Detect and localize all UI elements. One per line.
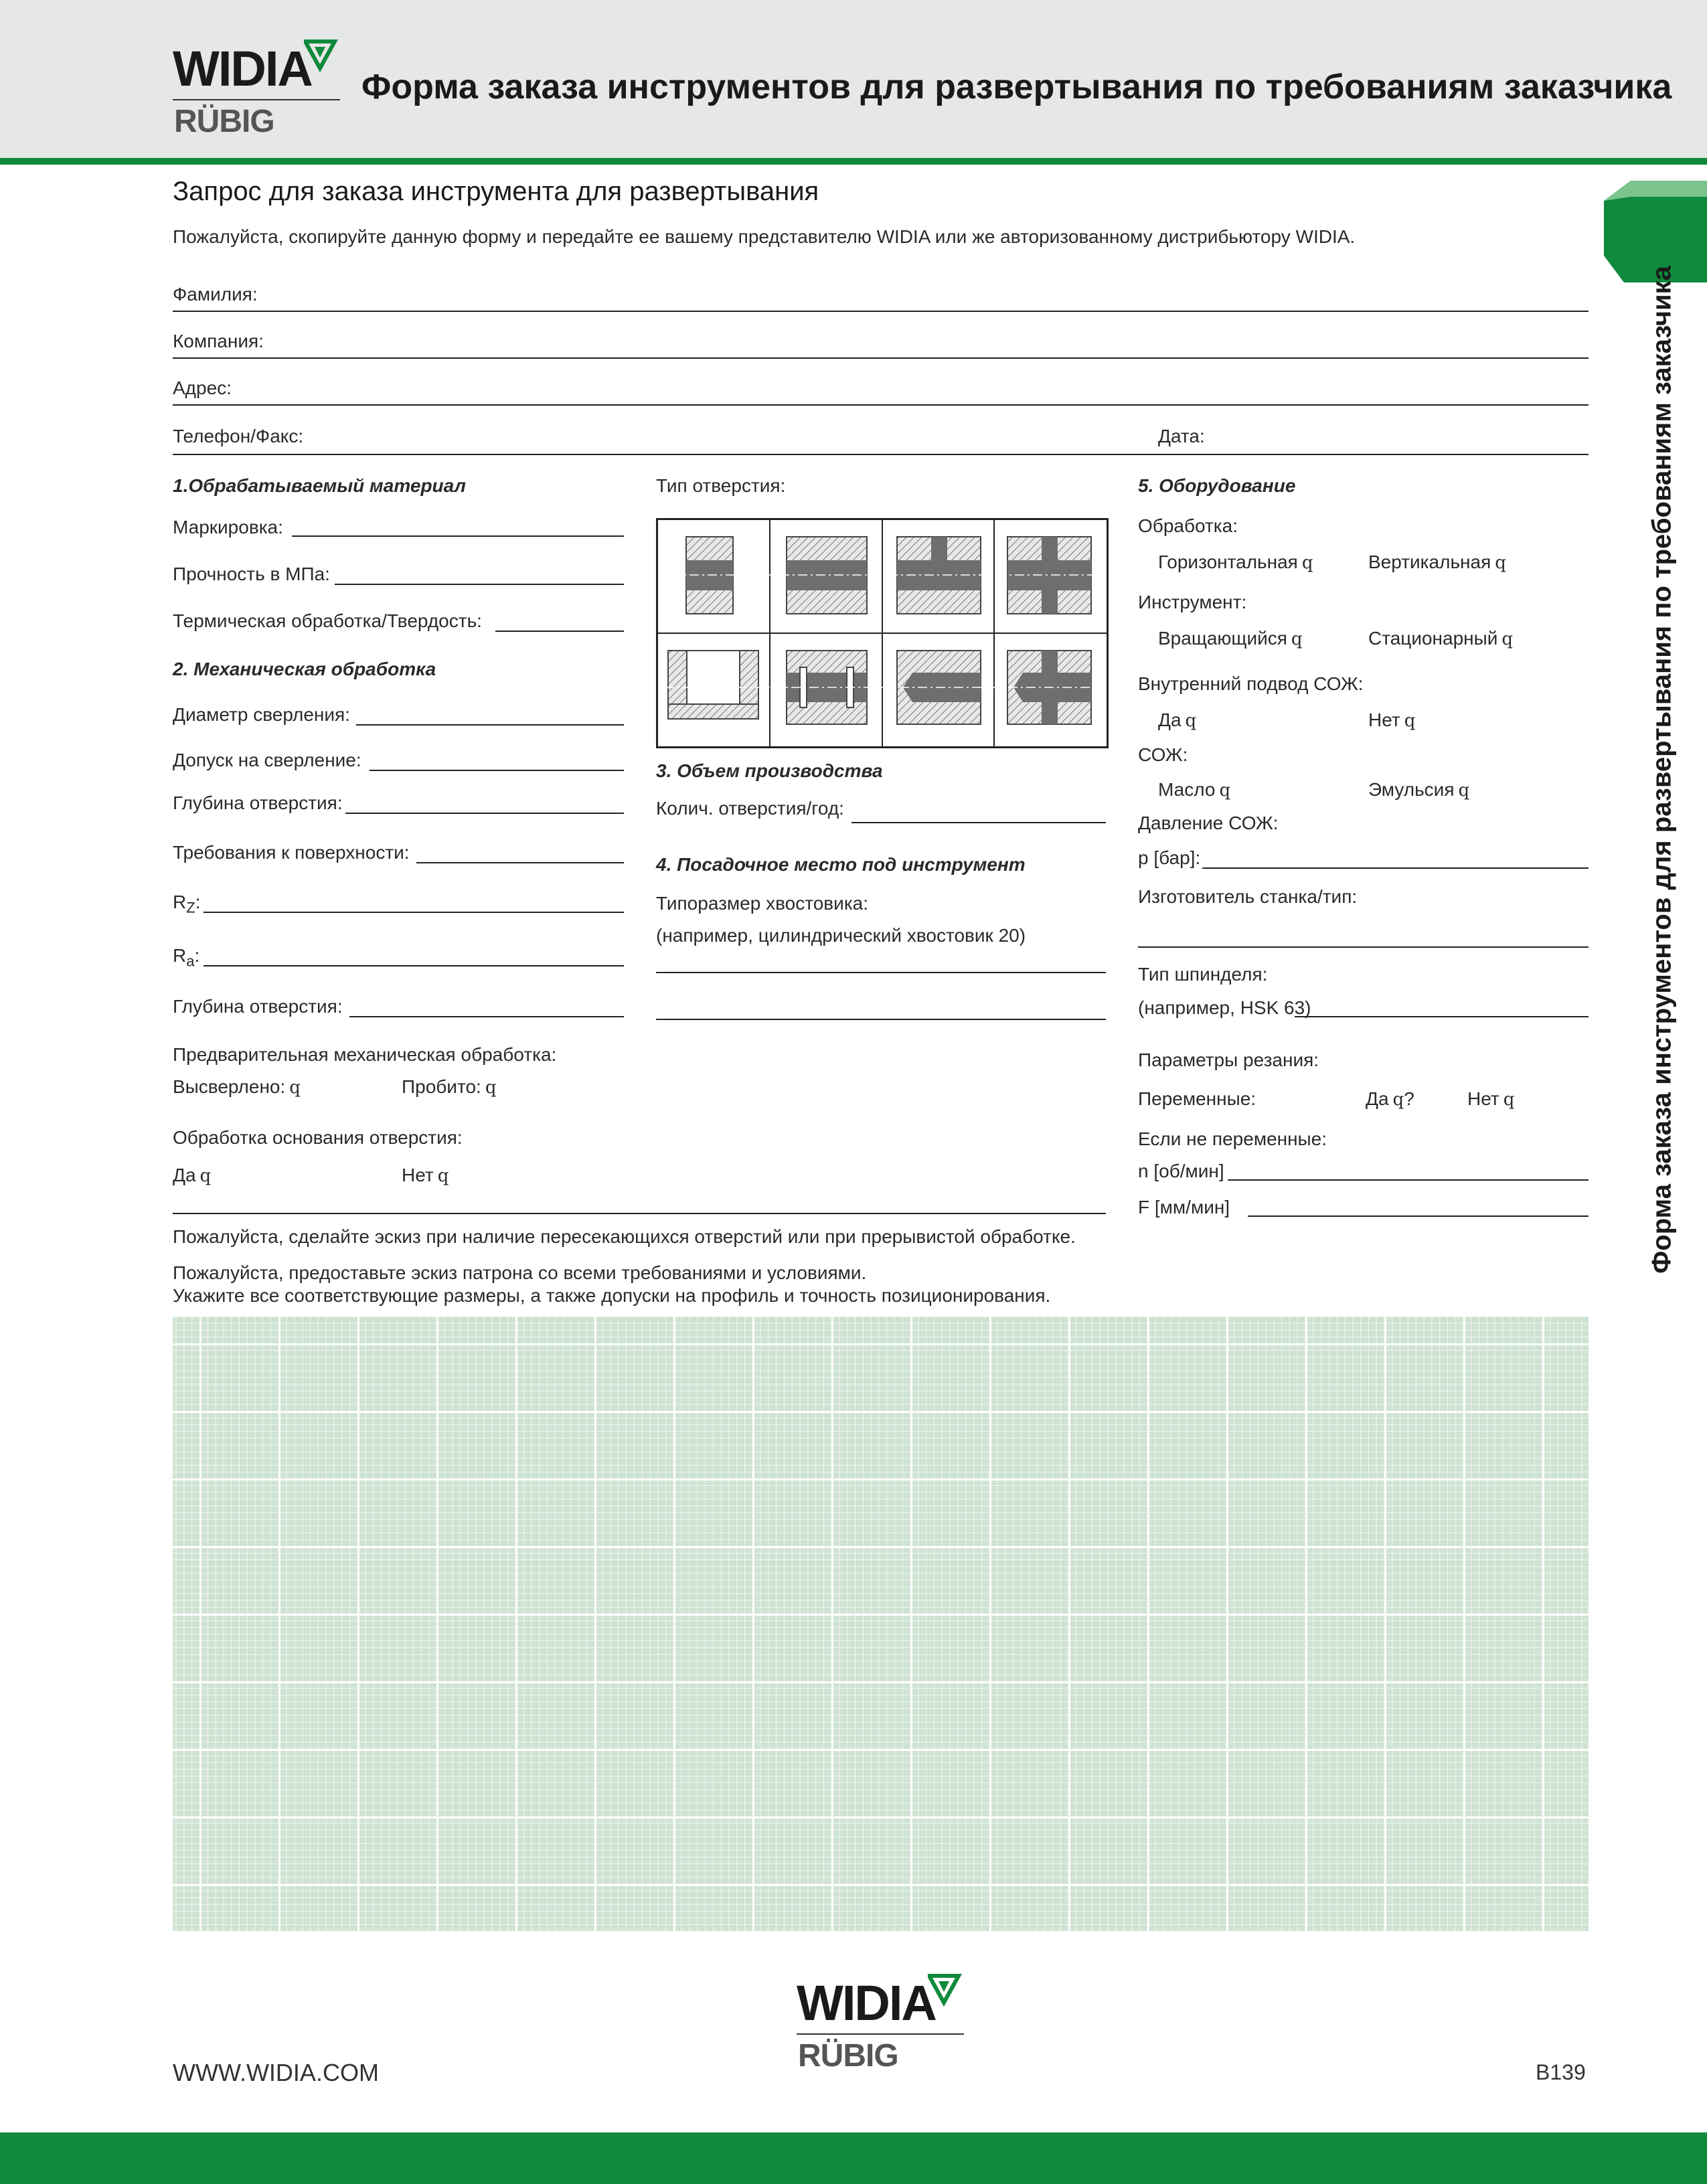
header-rule [0, 158, 1707, 165]
bottom-no-checkbox[interactable]: q [437, 1166, 449, 1186]
phone-date-field[interactable] [173, 454, 1589, 455]
drill-tolerance-field[interactable] [370, 770, 624, 771]
logo-divider [173, 99, 340, 100]
hole-depth-field[interactable] [345, 813, 624, 814]
coolant-label: СОЖ: [1138, 744, 1188, 765]
qty-label: Колич. отверстия/год: [656, 798, 844, 819]
page-title: Форма заказа инструментов для развертывания по требованиям заказчика [361, 68, 1672, 106]
drilled-option[interactable] [173, 1076, 301, 1098]
pressure-field[interactable] [1202, 867, 1589, 869]
feed-field[interactable] [1248, 1215, 1589, 1217]
spindle-label: Тип шпинделя: [1138, 964, 1268, 985]
footer-bar [0, 2132, 1707, 2184]
coolant-yes-label: Да [1158, 709, 1182, 730]
rz-field[interactable] [204, 912, 624, 913]
coolant-no-label: Нет [1368, 709, 1400, 730]
variable-yes-checkbox[interactable]: q [1392, 1090, 1404, 1110]
address-field[interactable] [173, 404, 1589, 406]
rpm-field[interactable] [1228, 1179, 1589, 1181]
rz-main: R [173, 892, 187, 912]
tool-label: Инструмент: [1138, 592, 1247, 612]
pressure-unit-label: p [бар]: [1138, 847, 1201, 868]
hole-depth2-label: Глубина отверстия: [173, 996, 343, 1017]
company-label: Компания: [173, 331, 264, 351]
strength-label: Прочность в МПа: [173, 564, 330, 584]
machine-field[interactable] [1138, 946, 1589, 948]
oil-label: Масло [1158, 779, 1216, 800]
coolant-internal-label: Внутренний подвод СОЖ: [1138, 673, 1364, 694]
bottom-label: Обработка основания отверстия: [173, 1127, 463, 1148]
punched-option[interactable] [402, 1076, 496, 1098]
section1-title: 1.Обрабатываемый материал [173, 475, 466, 496]
ra-label: $R_a$: [173, 945, 200, 970]
hole-interrupted[interactable] [668, 651, 758, 719]
qty-field[interactable] [851, 822, 1106, 823]
heat-field[interactable] [495, 631, 624, 632]
section4-title: 4. Посадочное место под инструмент [656, 854, 1026, 875]
machine-label: Изготовитель станка/тип: [1138, 886, 1358, 907]
bottom-yes-checkbox[interactable]: q [199, 1166, 212, 1186]
shank-field-1[interactable] [656, 972, 1106, 973]
feed-label: F [мм/мин] [1138, 1197, 1230, 1217]
processing-label: Обработка: [1138, 515, 1238, 536]
header-logo [173, 40, 347, 147]
coolant-no-checkbox[interactable]: q [1404, 711, 1416, 731]
form-heading: Запрос для заказа инструмента для развертывания [173, 177, 819, 206]
cutting-label: Параметры резания: [1138, 1049, 1319, 1070]
section3-title: 3. Объем производства [656, 760, 883, 781]
bottom-yes-option[interactable] [173, 1165, 211, 1186]
vertical-option[interactable] [1368, 552, 1506, 573]
oil-option[interactable] [1158, 779, 1230, 801]
horizontal-label: Горизонтальная [1158, 552, 1298, 572]
vertical-checkbox[interactable]: q [1495, 553, 1506, 573]
hole-type-illustrations [658, 520, 1107, 746]
page-number: B139 [1536, 2060, 1586, 2084]
if-not-variable-label: Если не переменные: [1138, 1128, 1327, 1149]
horizontal-option[interactable] [1158, 552, 1313, 573]
spindle-field[interactable] [1295, 1016, 1589, 1017]
drill-tolerance-label: Допуск на сверление: [173, 750, 361, 770]
marking-label: Маркировка: [173, 517, 283, 537]
variable-yes-label: Да [1366, 1088, 1389, 1109]
surface-label: Требования к поверхности: [173, 842, 410, 863]
sketch-grid-area[interactable] [173, 1317, 1589, 1931]
side-tab-label: Форма заказа инструментов для развертывания по требованиям заказчика [1647, 266, 1677, 1274]
logo-triangle-icon [304, 39, 344, 72]
coolant-no-option[interactable] [1368, 709, 1415, 731]
surname-label: Фамилия: [173, 284, 258, 305]
marking-field[interactable] [292, 535, 624, 537]
coolant-yes-checkbox[interactable]: q [1185, 711, 1197, 731]
rotating-option[interactable] [1158, 628, 1303, 649]
rotating-label: Вращающийся [1158, 628, 1287, 649]
rotating-checkbox[interactable]: q [1291, 629, 1303, 649]
logo-widia-text: WIDIA [173, 41, 312, 96]
logo-rubig-text: RÜBIG [174, 104, 274, 139]
ra-sub: a [186, 952, 195, 970]
pressure-label: Давление СОЖ: [1138, 813, 1279, 833]
surface-field[interactable] [416, 862, 624, 863]
coolant-yes-option[interactable] [1158, 709, 1196, 731]
variable-question-mark: ? [1404, 1088, 1414, 1109]
rz-label: $R_Z$: [173, 892, 201, 916]
drilled-checkbox[interactable]: q [289, 1078, 301, 1098]
hole-type-label: Тип отверстия: [656, 475, 786, 496]
shank-label: Типоразмер хвостовика: [656, 893, 869, 914]
section5-title: 5. Оборудование [1138, 475, 1296, 496]
sketch-note-2: Пожалуйста, предоставьте эскиз патрона со всеми требованиями и условиями. [173, 1262, 867, 1283]
emulsion-checkbox[interactable]: q [1458, 780, 1470, 801]
variable-yes-option[interactable] [1366, 1088, 1414, 1110]
bottom-yes-label: Да [173, 1165, 196, 1185]
bottom-no-label: Нет [402, 1165, 434, 1185]
footer-logo-triangle-icon [928, 1973, 968, 2007]
variable-no-label: Нет [1467, 1088, 1499, 1109]
bottom-no-option[interactable] [402, 1165, 449, 1186]
strength-field[interactable] [335, 584, 624, 585]
stationary-checkbox[interactable]: q [1501, 629, 1514, 649]
form-note: Пожалуйста, скопируйте данную форму и передайте ее вашему представителю WIDIA или же авторизованному дистрибьютору WIDIA. [173, 226, 1356, 247]
surname-field[interactable] [173, 311, 1589, 312]
punched-label: Пробито: [402, 1076, 481, 1097]
emulsion-label: Эмульсия [1368, 779, 1455, 800]
section2-title: 2. Механическая обработка [173, 659, 436, 679]
vertical-label: Вертикальная [1368, 552, 1491, 572]
footer-logo-widia-text: WIDIA [797, 1975, 936, 2031]
footer-logo [797, 1975, 971, 2082]
horizontal-checkbox[interactable]: q [1301, 553, 1313, 573]
variable-label: Переменные: [1138, 1088, 1256, 1109]
stationary-option[interactable] [1368, 628, 1513, 649]
heat-label: Термическая обработка/Твердость: [173, 610, 482, 631]
shank-example: (например, цилиндрический хвостовик 20) [656, 925, 1026, 946]
address-label: Адрес: [173, 377, 232, 398]
punched-checkbox[interactable]: q [485, 1078, 497, 1098]
ra-main: R [173, 945, 187, 966]
footer-url[interactable]: WWW.WIDIA.COM [173, 2059, 379, 2086]
drill-diameter-label: Диаметр сверления: [173, 704, 350, 725]
sketch-note-3: Укажите все соответствующие размеры, а также допуски на профиль и точность позиционирования. [173, 1285, 1051, 1306]
oil-checkbox[interactable]: q [1219, 780, 1231, 801]
hole-depth-label: Глубина отверстия: [173, 792, 343, 813]
date-label: Дата: [1158, 426, 1205, 446]
drill-diameter-field[interactable] [356, 724, 624, 726]
rpm-label: n [об/мин] [1138, 1161, 1224, 1181]
phone-label: Телефон/Факс: [173, 426, 304, 446]
footer-logo-rubig-text: RÜBIG [798, 2038, 898, 2074]
left-section-divider [173, 1213, 1106, 1214]
company-field[interactable] [173, 357, 1589, 359]
hole-depth2-field[interactable] [349, 1016, 624, 1017]
emulsion-option[interactable] [1368, 779, 1469, 801]
drilled-label: Высверлено: [173, 1076, 286, 1097]
sketch-note-1: Пожалуйста, сделайте эскиз при наличие пересекающихся отверстий или при прерывистой обработке. [173, 1226, 1076, 1247]
shank-field-2[interactable] [656, 1019, 1106, 1020]
footer-logo-divider [797, 2033, 964, 2035]
pre-machining-label: Предварительная механическая обработка: [173, 1044, 557, 1065]
hole-type-grid [656, 518, 1109, 748]
ra-field[interactable] [204, 965, 624, 967]
stationary-label: Стационарный [1368, 628, 1498, 649]
spindle-example-label: (например, HSK 63) [1138, 997, 1311, 1018]
variable-no-checkbox[interactable]: q [1503, 1090, 1515, 1110]
rz-sub: Z [186, 899, 195, 916]
variable-no-option[interactable] [1467, 1088, 1514, 1110]
